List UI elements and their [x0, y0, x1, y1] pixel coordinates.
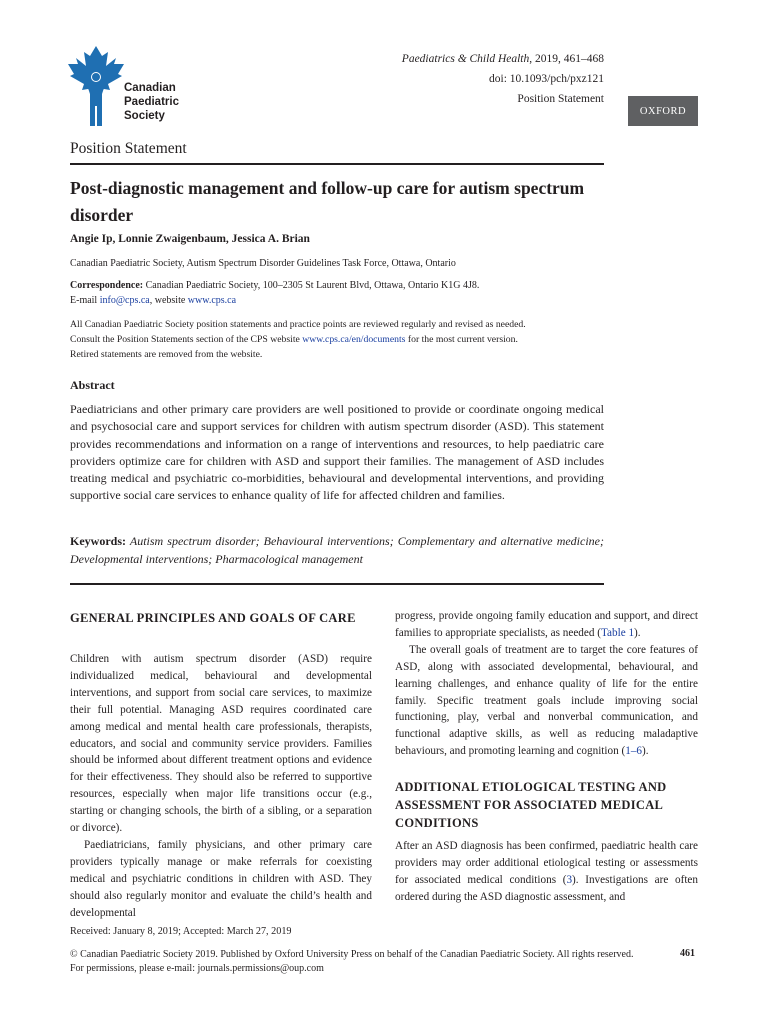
correspondence	[70, 278, 479, 308]
right-column-body-2	[395, 838, 698, 906]
paragraph: After an ASD diagnosis has been confirmed, paediatric health care providers may order additional etiological testing or assessments for associated medical conditions (3). Investigations are often ordered during the ASD diagnostic assessment, and	[395, 840, 698, 903]
citation-link[interactable]: 3	[566, 873, 573, 886]
abstract-body: Paediatricians and other primary care providers are well positioned to provide or coordinate ongoing medical and psychosocial care and support services for children with autism spectrum disorder (ASD). This statement provides recommendations and information on a range of interventions and resources, to help paediatric care providers optimize care for children with ASD and support their families. The management of ASD includes treating medical and psychiatric co-morbidities, behavioural and developmental interventions, and providing supportive social care services to enhance quality of life for affected children and families.	[70, 402, 604, 503]
website-prefix: , website	[149, 295, 188, 306]
correspondence-label: Correspondence:	[70, 280, 144, 291]
correspondence-address: Canadian Paediatric Society, 100–2305 St Laurent Blvd, Ottawa, Ontario K1G 4J8.	[143, 280, 480, 291]
section-heading: GENERAL PRINCIPLES AND GOALS OF CARE	[70, 611, 356, 625]
paragraph: Children with autism spectrum disorder (ASD) require individualized medical, behavioural and developmental interventions, and support from social care services, to maximize their full potential. Managing ASD requires coordinated care among medical and mental health care professionals, therapists, educators, and social and community service providers. Families should be informed about different treatment options and evidence for their effectiveness. They should also be referred to supportive resources, especially when major life transitions occur (e.g., starting or changing schools, the birth of a sibling, or a separation or divorce).	[70, 653, 372, 835]
notice-line: Retired statements are removed from the website.	[70, 349, 263, 360]
journal-year-pages: , 2019, 461–468	[529, 53, 604, 65]
citation-link[interactable]: 1–6	[625, 745, 643, 758]
page-number: 461	[680, 948, 695, 959]
website-link[interactable]: www.cps.ca	[187, 295, 237, 306]
email-prefix: E-mail	[70, 295, 100, 306]
article-title: Post-diagnostic management and follow-up care for autism spectrum disorder	[70, 178, 585, 225]
keywords	[70, 533, 604, 568]
journal-name: Paediatrics & Child Health	[401, 53, 530, 65]
divider	[70, 583, 604, 585]
email-link[interactable]: info@cps.ca	[99, 295, 150, 306]
paragraph: The overall goals of treatment are to target the core features of ASD, along with associated developmental, behavioural, and learning challenges, and enhance quality of life for the entire family. Specific treatment goals include improving social functioning, play, verbal and nonverbal communication, and functional adaptive skills, as well as reducing maladaptive behaviours, and promoting learning and cognition (1–6).	[395, 643, 698, 758]
paragraph: progress, provide ongoing family education and support, and direct families to appropriate specialists, as needed (Table 1).	[395, 610, 698, 639]
section-label: Position Statement	[70, 140, 187, 157]
table-1-link[interactable]: Table 1	[600, 626, 635, 639]
logo-line: Society	[124, 110, 165, 122]
section-heading: ADDITIONAL ETIOLOGICAL TESTING AND ASSESSMENT FOR ASSOCIATED MEDICAL CONDITIONS	[395, 780, 667, 830]
copyright: © Canadian Paediatric Society 2019. Published by Oxford University Press on behalf of the Canadian Paediatric Society. All rights reserved.	[70, 949, 634, 960]
oxford-badge[interactable]: OXFORD	[628, 96, 698, 126]
permissions: For permissions, please e-mail: journals.permissions@oup.com	[70, 963, 324, 974]
doi[interactable]: doi: 10.1093/pch/pxz121	[489, 73, 604, 85]
notice-line: Consult the Position Statements section of the CPS website www.cps.ca/en/documents for the most current version.	[70, 334, 518, 345]
left-column-body	[70, 651, 372, 922]
article-type: Position Statement	[517, 93, 604, 105]
documents-link[interactable]: www.cps.ca/en/documents	[302, 334, 406, 345]
journal-line	[402, 49, 604, 69]
logo-line: Canadian	[124, 82, 176, 94]
logo-wordmark	[124, 81, 179, 123]
abstract-heading: Abstract	[70, 378, 115, 392]
keywords-label: Keywords:	[70, 534, 126, 548]
affiliation: Canadian Paediatric Society, Autism Spectrum Disorder Guidelines Task Force, Ottawa, Ontario	[70, 258, 456, 269]
review-notice	[70, 317, 610, 362]
journal-citation	[402, 49, 604, 109]
notice-line: All Canadian Paediatric Society position statements and practice points are reviewed regularly and revised as needed.	[70, 319, 526, 330]
authors: Angie Ip, Lonnie Zwaigenbaum, Jessica A. Brian	[70, 233, 310, 245]
copyright-footer	[70, 948, 690, 976]
logo-line: Paediatric	[124, 96, 179, 108]
keywords-list: Autism spectrum disorder; Behavioural interventions; Complementary and alternative medicine; Developmental interventions; Pharmacological management	[70, 534, 604, 566]
right-column-body	[395, 608, 698, 760]
divider	[70, 163, 604, 165]
paragraph: Paediatricians, family physicians, and other primary care providers typically manage or make referrals for coexisting medical and psychiatric conditions in children with ASD. They should also regularly monitor and evaluate the child’s health and developmental	[70, 838, 372, 919]
received-accepted-dates: Received: January 8, 2019; Accepted: March 27, 2019	[70, 926, 292, 937]
